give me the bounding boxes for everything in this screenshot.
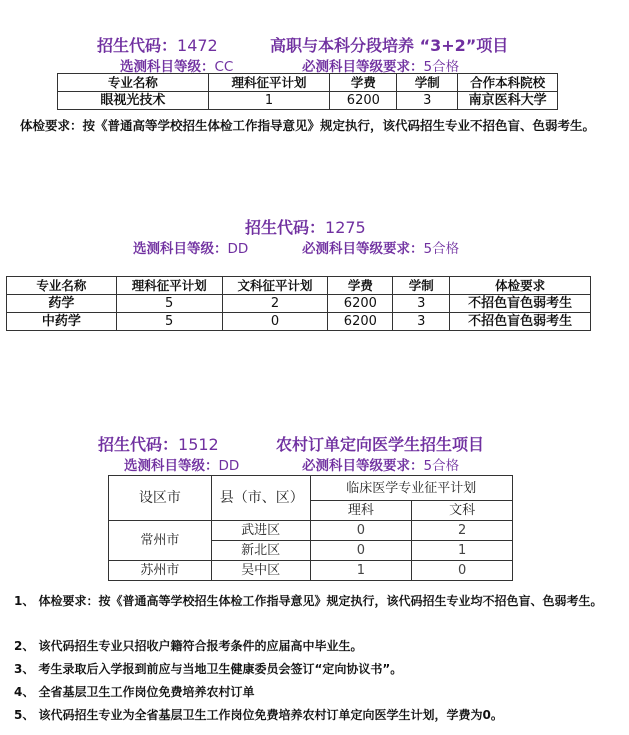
cell-duration: 3 — [393, 295, 450, 313]
section3-code: 招生代码：1512 — [98, 435, 219, 454]
header-cell: 体检要求 — [450, 277, 591, 295]
cell-arts-plan: 2 — [222, 295, 328, 313]
cell-science: 1 — [310, 561, 412, 581]
section3-table — [108, 475, 513, 581]
table-row — [109, 561, 513, 581]
cell-major: 眼视光技术 — [58, 92, 209, 110]
table-row — [109, 521, 513, 541]
section1-table — [57, 73, 558, 110]
requirement-item: 3、 考生录取后入学报到前应与当地卫生健康委员会签订“定向协议书”。 — [14, 662, 403, 676]
header-cell: 专业名称 — [7, 277, 117, 295]
requirement-item: 5、 该代码招生专业为全省基层卫生工作岗位免费培养农村订单定向医学生计划，学费为0。 — [14, 708, 503, 722]
section3-project-title: 农村订单定向医学生招生项目 — [276, 435, 485, 454]
cell-county: 吴中区 — [211, 561, 310, 581]
cell-city: 苏州市 — [109, 561, 212, 581]
cell-arts: 0 — [412, 561, 513, 581]
table-row — [7, 295, 591, 313]
header-cell: 合作本科院校 — [458, 74, 558, 92]
requirement-item: 1、 体检要求：按《普通高等学校招生体检工作指导意见》规定执行，该代码招生专业均不招色盲、色弱考生。 — [14, 594, 603, 608]
section1-required-level: 必测科目等级要求：5合格 — [302, 59, 460, 75]
section1-subject-level: 选测科目等级：CC — [120, 59, 234, 75]
cell-science: 0 — [310, 541, 412, 561]
header-cell: 理科征平计划 — [116, 277, 222, 295]
cell-tuition: 6200 — [328, 295, 393, 313]
cell-major: 药学 — [7, 295, 117, 313]
table-header-row — [109, 476, 513, 501]
table-row — [58, 92, 558, 110]
table-row — [7, 313, 591, 331]
header-arts: 文科 — [412, 501, 513, 521]
section2-table — [6, 276, 591, 331]
header-cell: 文科征平计划 — [222, 277, 328, 295]
cell-duration: 3 — [393, 313, 450, 331]
section1-note: 体检要求：按《普通高等学校招生体检工作指导意见》规定执行，该代码招生专业不招色盲、色弱考生。 — [20, 118, 596, 133]
requirement-item: 4、 全省基层卫生工作岗位免费培养农村订单 — [14, 685, 255, 699]
section1-project-title: 高职与本科分段培养 “3+2”项目 — [270, 36, 509, 55]
cell-arts-plan: 0 — [222, 313, 328, 331]
section2-required-level: 必测科目等级要求：5合格 — [302, 241, 460, 257]
cell-tuition: 6200 — [328, 313, 393, 331]
cell-county: 新北区 — [211, 541, 310, 561]
header-city: 设区市 — [109, 476, 212, 521]
cell-tuition: 6200 — [330, 92, 397, 110]
table-header-row — [7, 277, 591, 295]
cell-county: 武进区 — [211, 521, 310, 541]
cell-health-req: 不招色盲色弱考生 — [450, 313, 591, 331]
section3-required-level: 必测科目等级要求：5合格 — [302, 458, 460, 474]
header-cell: 学费 — [328, 277, 393, 295]
cell-arts: 1 — [412, 541, 513, 561]
cell-major: 中药学 — [7, 313, 117, 331]
header-cell: 学制 — [397, 74, 458, 92]
section2-subject-level: 选测科目等级：DD — [133, 241, 249, 257]
cell-science-plan: 5 — [116, 295, 222, 313]
header-cell: 学费 — [330, 74, 397, 92]
cell-science-plan: 1 — [208, 92, 330, 110]
cell-city: 常州市 — [109, 521, 212, 561]
header-cell: 理科征平计划 — [208, 74, 330, 92]
requirement-item: 2、 该代码招生专业只招收户籍符合报考条件的应届高中毕业生。 — [14, 639, 363, 653]
cell-duration: 3 — [397, 92, 458, 110]
section1-code: 招生代码：1472 — [97, 36, 218, 55]
header-plan: 临床医学专业征平计划 — [310, 476, 512, 501]
header-science: 理科 — [310, 501, 412, 521]
header-cell: 学制 — [393, 277, 450, 295]
header-cell: 专业名称 — [58, 74, 209, 92]
section3-subject-level: 选测科目等级：DD — [124, 458, 240, 474]
cell-arts: 2 — [412, 521, 513, 541]
cell-health-req: 不招色盲色弱考生 — [450, 295, 591, 313]
cell-partner: 南京医科大学 — [458, 92, 558, 110]
cell-science: 0 — [310, 521, 412, 541]
section2-code: 招生代码：1275 — [245, 218, 366, 237]
cell-science-plan: 5 — [116, 313, 222, 331]
table-header-row — [58, 74, 558, 92]
header-county: 县（市、区） — [211, 476, 310, 521]
